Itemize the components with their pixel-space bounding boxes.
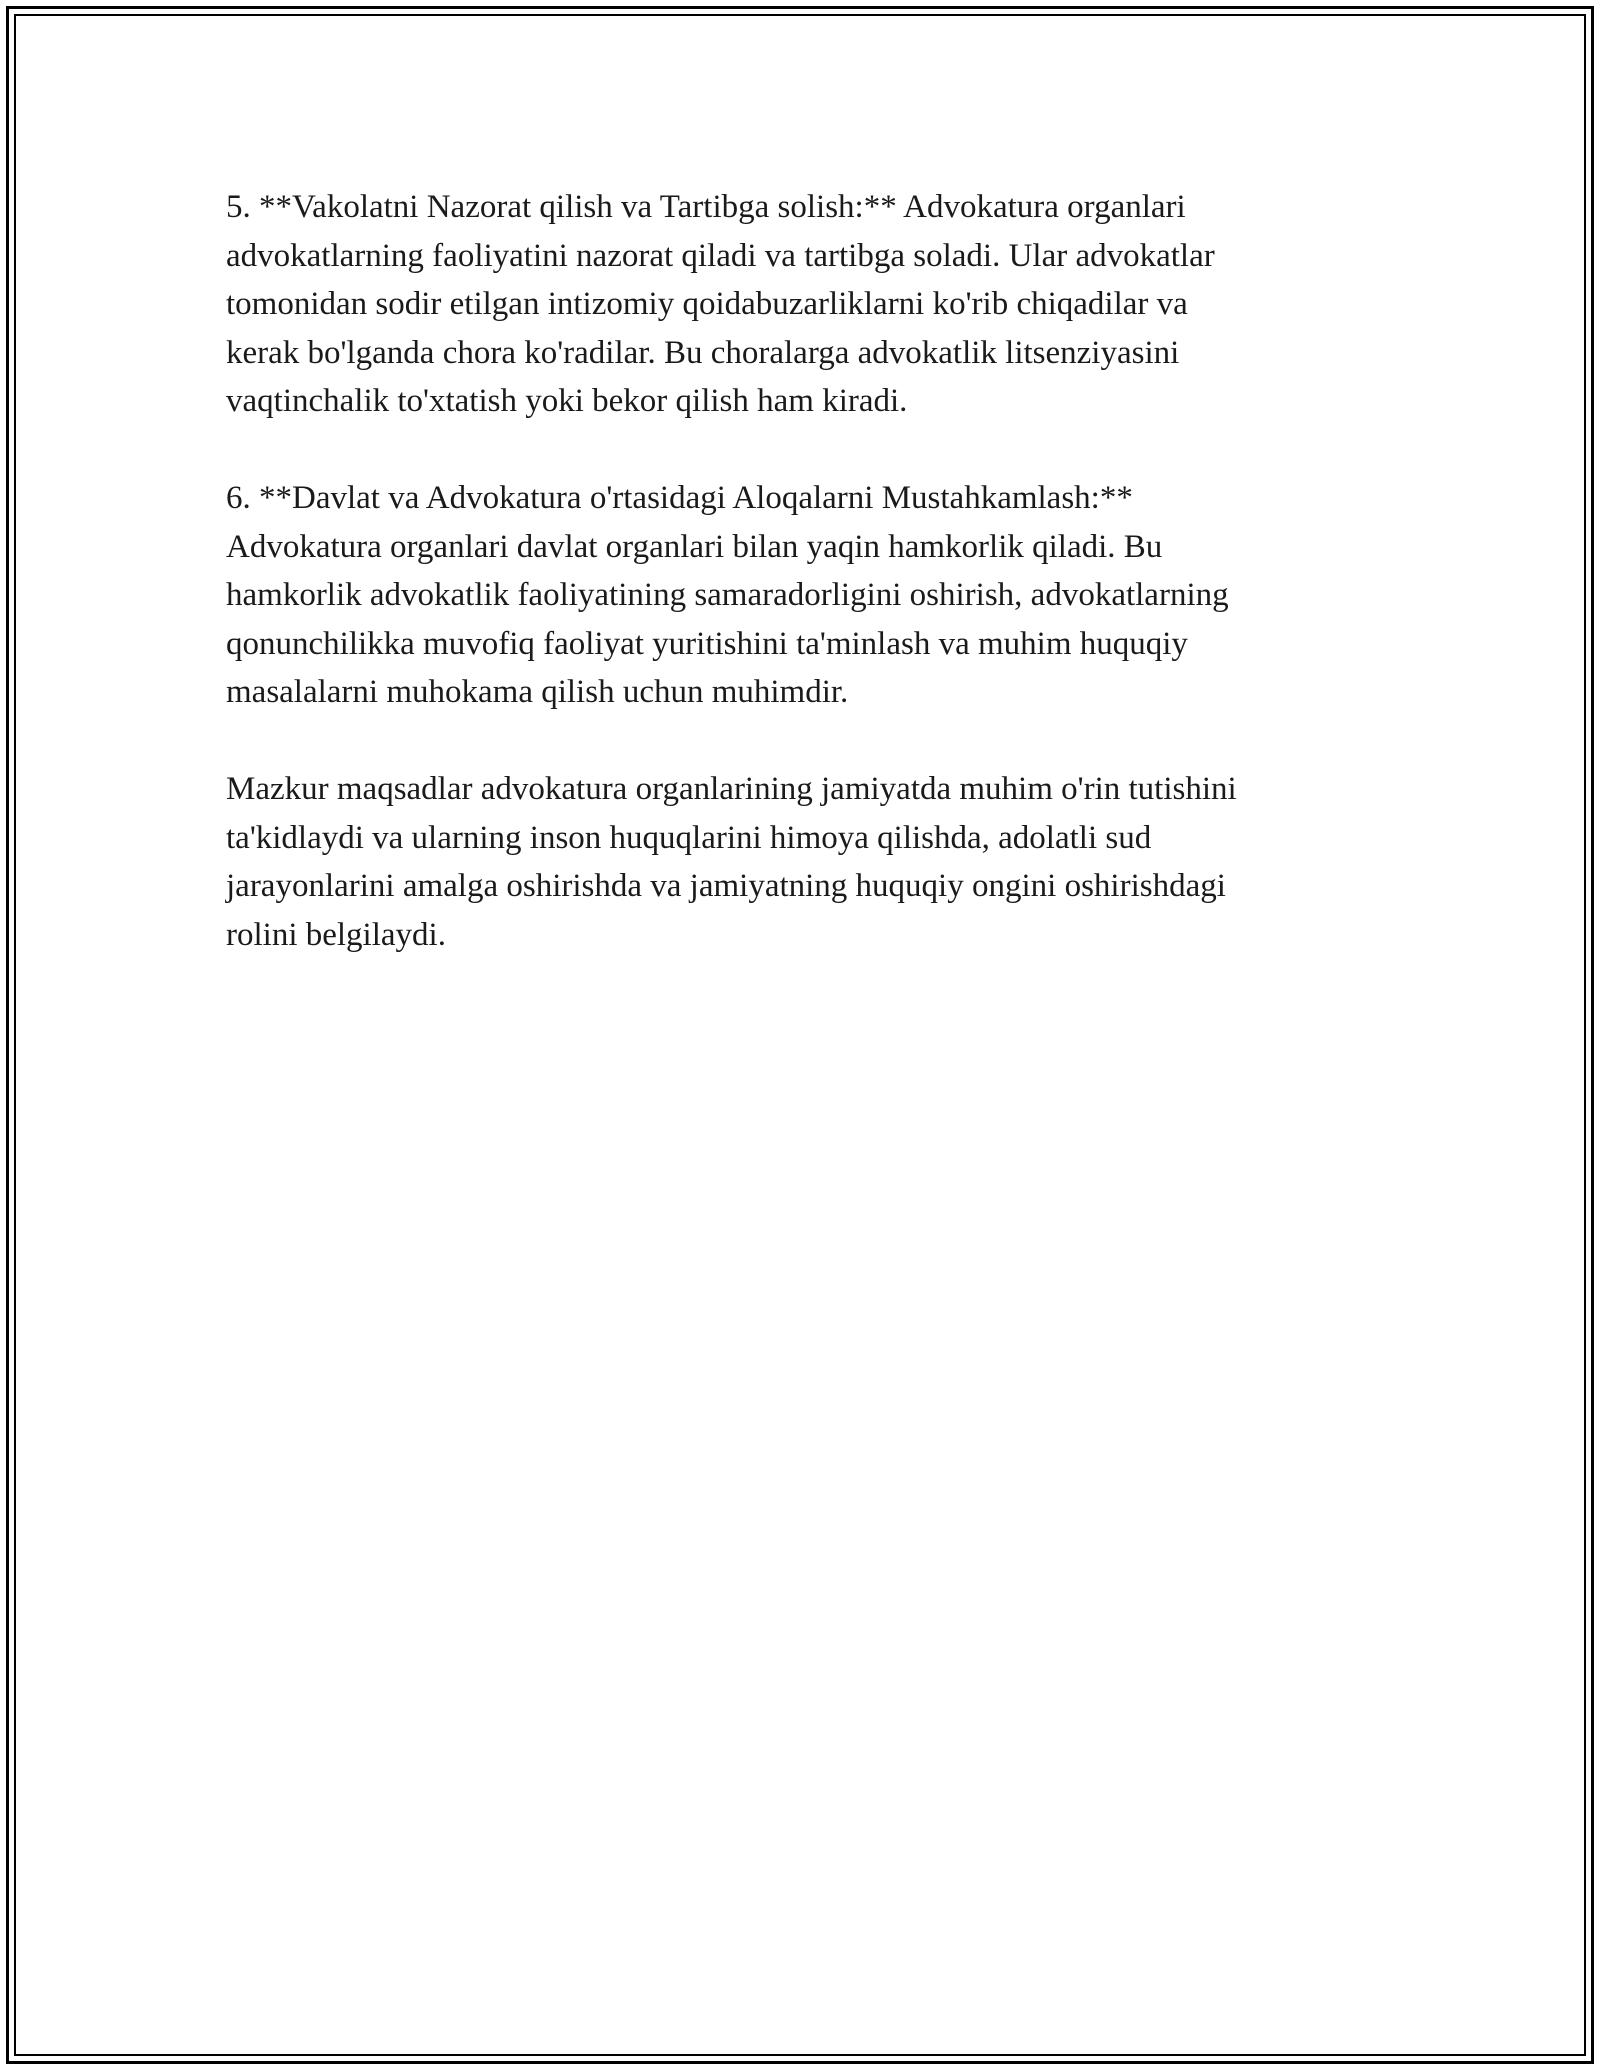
paragraph-item-6: 6. **Davlat va Advokatura o'rtasidagi Aloqalarni Mustahkamlash:** Advokatura organlari davlat organlari bilan yaqin hamkorlik qiladi. Bu hamkorlik advokatlik faoliyatining samaradorligini oshirish, advokatlarning qonunchilikka muvofiq faoliyat yuritishini ta'minlash va muhim huquqiy masalalarni muhokama qilish uchun muhimdir. xyxy=(226,480,1229,710)
paragraph-item-5: 5. **Vakolatni Nazorat qilish va Tartibga solish:** Advokatura organlari advokatlarning faoliyatini nazorat qiladi va tartibga soladi. Ular advokatlar tomonidan sodir etilgan intizomiy qoidabuzarliklarni ko'rib chiqadilar va kerak bo'lganda chora ko'radilar. Bu choralarga advokatlik litsenziyasini vaqtinchalik to'xtatish yoki bekor qilish ham kiradi. xyxy=(226,189,1215,419)
paragraph-conclusion: Mazkur maqsadlar advokatura organlarining jamiyatda muhim o'rin tutishini ta'kidlaydi va ularning inson huquqlarini himoya qilishda, adolatli sud jarayonlarini amalga oshirishda va jamiyatning huquqiy ongini oshirishdagi rolini belgilaydi. xyxy=(226,771,1237,953)
document-body xyxy=(226,183,1386,1008)
